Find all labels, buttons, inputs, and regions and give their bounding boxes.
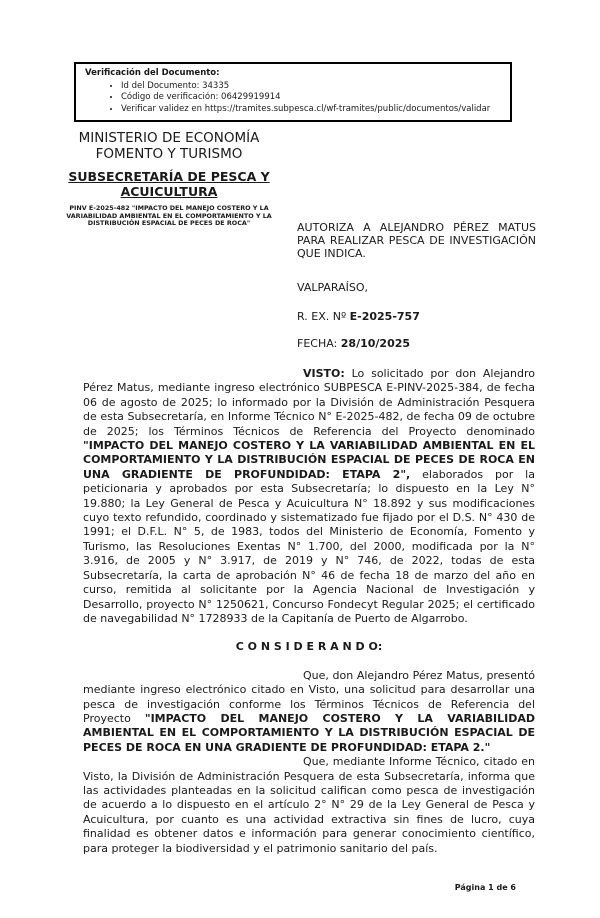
visto-label: VISTO:	[303, 367, 345, 380]
resolution-number-label: R. EX. Nº	[297, 310, 350, 323]
resolution-number-value: E-2025-757	[349, 310, 420, 323]
project-reference: PINV E-2025-482 "IMPACTO DEL MANEJO COSTERO Y LA VARIABILIDAD AMBIENTAL EN EL COMPORTAMIENTO Y LA DISTRIBUCIÓN ESPACIAL DE PECES DE ROCA"	[66, 204, 272, 228]
ministry-name-line1: MINISTERIO DE ECONOMÍA	[78, 130, 260, 146]
subsecretaria-title: SUBSECRETARÍA DE PESCA Y ACUICULTURA	[68, 169, 270, 199]
considerando-1-project-title: "IMPACTO DEL MANEJO COSTERO Y LA VARIABILIDAD AMBIENTAL EN EL COMPORTAMIENTO Y LA DISTRIBUCIÓN ESPACIAL DE PECES DE ROCA EN UNA GRADIENTE DE PROFUNDIDAD: ETAPA 2."	[83, 711, 535, 754]
letterhead	[38, 131, 300, 228]
resolution-city: VALPARAÍSO,	[297, 281, 369, 294]
considerando-1-text: Que, don Alejandro Pérez Matus, presentó mediante ingreso electrónico citado en Visto, una solicitud para desarrollar una pesca de investigación conforme los Términos Técnicos de Referencia del Proyecto	[83, 668, 535, 725]
visto-text-post: elaborados por la peticionaria y aprobados por esta Subsecretaría; lo dispuesto en la Ley N° 19.880; la Ley General de Pesca y Acuicultura N° 18.892 y sus modificaciones cuyo texto refundido, coordinado y sistematizado fue fijado por el D.S. N° 430 de 1991; el D.F.L. N° 5, de 1983, todos del Ministerio de Economía, Fomento y Turismo, las Resoluciones Exentas N° 1.700, del 2000, modificada por la N° 3.916, de 2005 y N° 3.917, de 2019 y N° 746, de 2022, todas de esta Subsecretaría, la carta de aprobación N° 46 de fecha 18 de marzo del año en curso, remitida al solicitante por la Agencia Nacional de Investigación y Desarrollo, proyecto N° 1250621, Concurso Fondecyt Regular 2025; el certificado de navegabilidad N° 1728933 de la Capitanía de Puerto de Algarrobo.	[83, 467, 535, 625]
verification-list	[85, 81, 504, 116]
considerando-paragraph-1	[83, 669, 535, 755]
resolution-body	[83, 367, 535, 856]
visto-text-pre: Lo solicitado por don Alejandro Pérez Matus, mediante ingreso electrónico SUBPESCA E-PINV-2025-384, de fecha 06 de agosto de 2025; lo informado por la División de Administración Pesquera de esta Subsecretaría, en Informe Técnico N° E-2025-482, de fecha 09 de octubre de 2025; los Términos Técnicos de Referencia del Proyecto denominado	[83, 367, 535, 438]
ministry-name-line2: FOMENTO Y TURISMO	[95, 145, 243, 162]
resolution-date-line	[297, 337, 410, 350]
visto-project-title: "IMPACTO DEL MANEJO COSTERO Y LA VARIABILIDAD AMBIENTAL EN EL COMPORTAMIENTO Y LA DISTRIBUCIÓN ESPACIAL DE PECES DE ROCA EN UNA GRADIENTE DE PROFUNDIDAD: ETAPA 2",	[83, 439, 535, 481]
considerando-heading: C O N S I D E R A N D O:	[235, 640, 383, 654]
page-indicator: Página 1 de 6	[454, 883, 516, 892]
verification-item-url: • Verificar validez en https://tramites.subpesca.cl/wf-tramites/public/documentos/validar	[121, 104, 504, 116]
verification-item-code: • Código de verificación: 06429919914	[121, 92, 504, 104]
resolution-date-value: 28/10/2025	[340, 337, 411, 350]
verification-title: Verificación del Documento:	[85, 68, 220, 78]
verification-item-document-id: • Id del Documento: 34335	[121, 81, 504, 93]
resolution-date-label: FECHA:	[297, 337, 341, 350]
resolution-number-line	[297, 310, 420, 323]
visto-paragraph	[83, 367, 535, 626]
resolution-subject: AUTORIZA A ALEJANDRO PÉREZ MATUS PARA REALIZAR PESCA DE INVESTIGACIÓN QUE INDICA.	[297, 221, 536, 260]
verification-box	[74, 62, 512, 122]
considerando-paragraph-2: Que, mediante Informe Técnico, citado en Visto, la División de Administración Pesquera de esta Subsecretaría, informa que las actividades planteadas en la solicitud califican como pesca de investigación de acuerdo a lo dispuesto en el artículo 2° N° 29 de la Ley General de Pesca y Acuicultura, por cuanto es una actividad extractiva sin fines de lucro, cuya finalidad es obtener datos e información para generar conocimiento científico, para proteger la biodiversidad y el patrimonio sanitario del país.	[83, 755, 535, 855]
